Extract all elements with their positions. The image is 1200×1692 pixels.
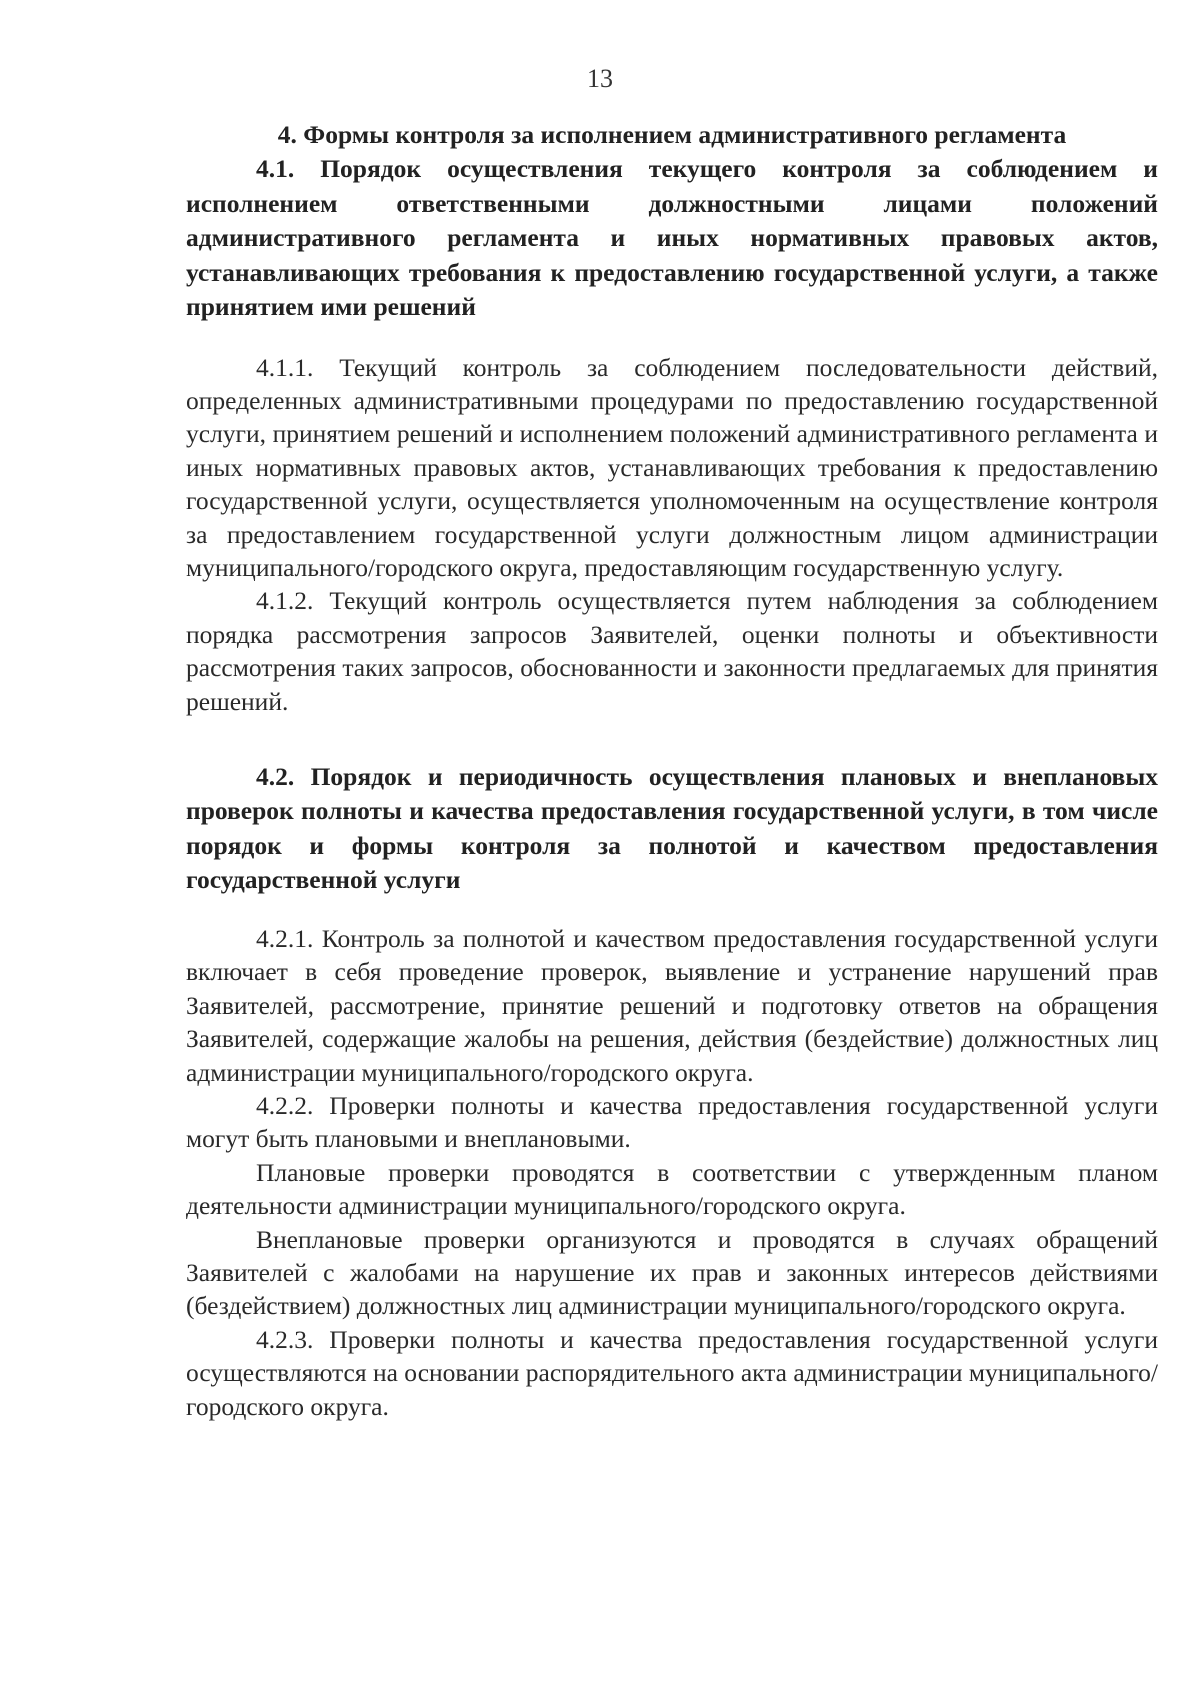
paragraph-4-1-1: 4.1.1. Текущий контроль за соблюдением последовательности действий, определенных административными процедурами по предоставлению государственной услуги, принятием решений и исполнением положений административного регламента и иных нормативных правовых актов, устанавливающих требования к предоставлению государственной услуги, осуществляется уполномоченным на осуществление контроля за предоставлением государственной услуги должностным лицом администрации муниципального/городского округа, предоставляющим государственную услугу.	[186, 352, 1158, 582]
page-number: 13	[587, 64, 613, 93]
spacer	[186, 898, 1158, 922]
section-4-title: 4. Формы контроля за исполнением административного регламента	[277, 120, 1067, 149]
spacer	[186, 325, 1158, 351]
section-4-1-heading: 4.1. Порядок осуществления текущего контроля за соблюдением и исполнением ответственными должностными лицами положений административного регламента и иных нормативных правовых актов, устанавливающих требования к предоставлению государственной услуги, а также принятием ими решений	[186, 154, 1158, 321]
section-4-2-heading: 4.2. Порядок и периодичность осуществления плановых и внеплановых проверок полноты и качества предоставления государственной услуги, в том числе порядок и формы контроля за полнотой и качеством предоставления государственной услуги	[186, 761, 1158, 895]
paragraph-4-2-2: 4.2.2. Проверки полноты и качества предоставления государственной услуги могут быть плановыми и внеплановыми.	[186, 1091, 1158, 1154]
paragraph-4-1-2: 4.1.2. Текущий контроль осуществляется путем наблюдения за соблюдением порядка рассмотрения запросов Заявителей, оценки полноты и объективности рассмотрения таких запросов, обоснованности и законности предлагаемых для принятия решений.	[186, 586, 1158, 716]
document-body	[186, 118, 1158, 1423]
paragraph-4-2-3: 4.2.3. Проверки полноты и качества предоставления государственной услуги осуществляются на основании распорядительного акта администрации муниципального/городского округа.	[186, 1324, 1158, 1421]
paragraph-unplanned-checks: Внеплановые проверки организуются и проводятся в случаях обращений Заявителей с жалобами на нарушение их прав и законных интересов действиями (бездействием) должностных лиц администрации муниципального/городского округа.	[186, 1224, 1158, 1321]
paragraph-4-2-1: 4.2.1. Контроль за полнотой и качеством предоставления государственной услуги включает в себя проведение проверок, выявление и устранение нарушений прав Заявителей, рассмотрение, принятие решений и подготовку ответов на обращения Заявителей, содержащие жалобы на решения, действия (бездействие) должностных лиц администрации муниципального/городского округа.	[186, 923, 1158, 1087]
spacer	[186, 718, 1158, 760]
paragraph-planned-checks: Плановые проверки проводятся в соответствии с утвержденным планом деятельности администрации муниципального/городского округа.	[186, 1157, 1158, 1221]
